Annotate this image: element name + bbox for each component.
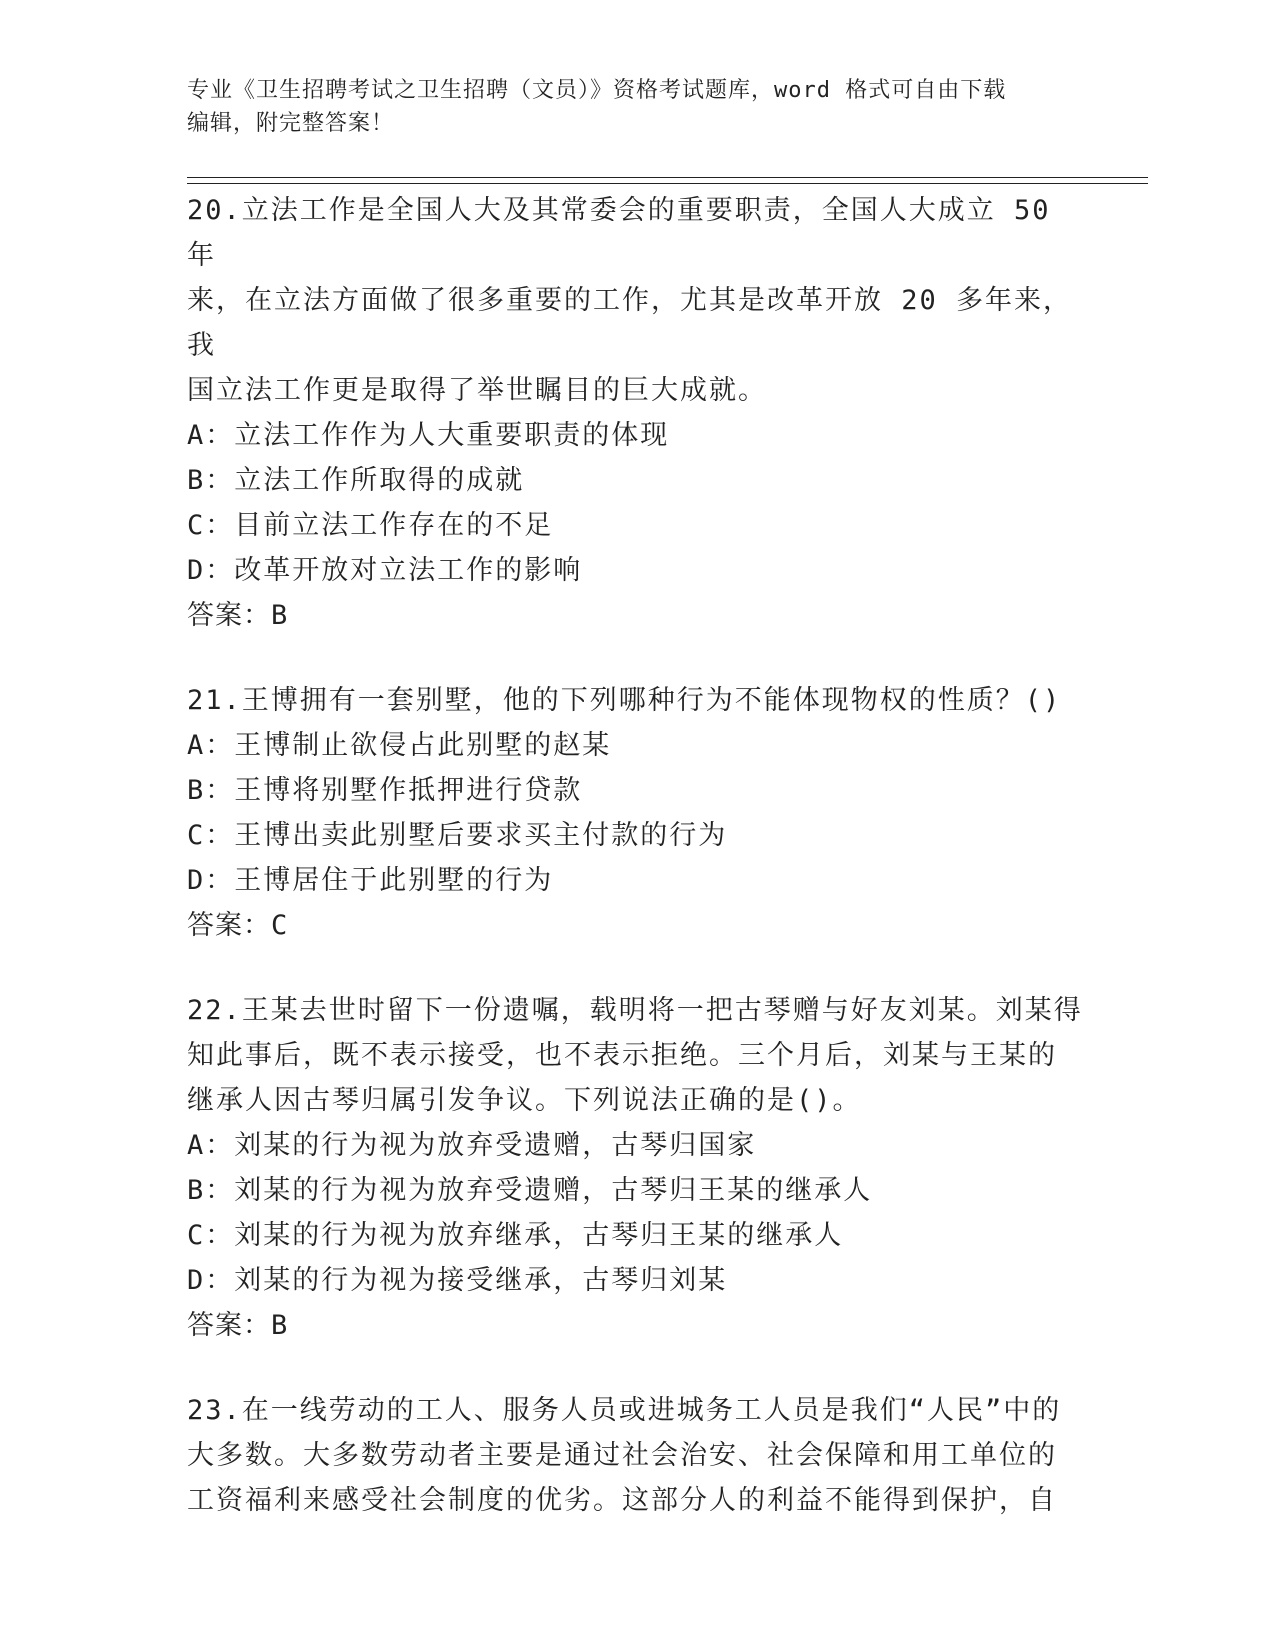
header-divider: [187, 183, 1148, 184]
question-text: 22.王某去世时留下一份遗嘱，载明将一把古琴赠与好友刘某。刘某得: [187, 995, 1083, 1026]
header-divider: [187, 177, 1148, 178]
option-b: B：刘某的行为视为放弃受遗赠，古琴归王某的继承人: [187, 1175, 873, 1206]
answer: 答案：C: [187, 910, 289, 941]
header-line: 编辑，附完整答案！: [187, 111, 395, 136]
question-text: 来，在立法方面做了很多重要的工作，尤其是改革开放 20 多年来，我: [187, 285, 1073, 361]
option-d: D：改革开放对立法工作的影响: [187, 555, 583, 586]
option-d: D：刘某的行为视为接受继承，古琴归刘某: [187, 1265, 728, 1296]
question-text: 20.立法工作是全国人大及其常委会的重要职责，全国人大成立 50 年: [187, 195, 1069, 271]
question-text: 继承人因古琴归属引发争议。下列说法正确的是()。: [187, 1085, 862, 1116]
page-header: [187, 74, 1067, 140]
answer: 答案：B: [187, 600, 289, 631]
question-20: [187, 188, 1087, 638]
question-text: 工资福利来感受社会制度的优劣。这部分人的利益不能得到保护，自: [187, 1485, 1057, 1516]
header-line: 专业《卫生招聘考试之卫生招聘（文员）》资格考试题库，word 格式可自由下载: [187, 78, 1007, 103]
option-d: D：王博居住于此别墅的行为: [187, 865, 554, 896]
option-a: A：王博制止欲侵占此别墅的赵某: [187, 730, 612, 761]
question-22: [187, 988, 1087, 1348]
question-23: [187, 1388, 1087, 1523]
option-c: C：目前立法工作存在的不足: [187, 510, 554, 541]
answer: 答案：B: [187, 1310, 289, 1341]
question-text: 23.在一线劳动的工人、服务人员或进城务工人员是我们“人民”中的: [187, 1395, 1062, 1426]
question-text: 大多数。大多数劳动者主要是通过社会治安、社会保障和用工单位的: [187, 1440, 1057, 1471]
option-c: C：刘某的行为视为放弃继承，古琴归王某的继承人: [187, 1220, 844, 1251]
question-text: 知此事后，既不表示接受，也不表示拒绝。三个月后，刘某与王某的: [187, 1040, 1057, 1071]
option-b: B：立法工作所取得的成就: [187, 465, 525, 496]
question-text: 21.王博拥有一套别墅，他的下列哪种行为不能体现物权的性质？(): [187, 685, 1062, 716]
question-list: [187, 188, 1087, 1563]
question-text: 国立法工作更是取得了举世瞩目的巨大成就。: [187, 375, 767, 406]
option-a: A：立法工作作为人大重要职责的体现: [187, 420, 670, 451]
option-a: A：刘某的行为视为放弃受遗赠，古琴归国家: [187, 1130, 757, 1161]
option-c: C：王博出卖此别墅后要求买主付款的行为: [187, 820, 728, 851]
option-b: B：王博将别墅作抵押进行贷款: [187, 775, 583, 806]
question-21: [187, 678, 1087, 948]
